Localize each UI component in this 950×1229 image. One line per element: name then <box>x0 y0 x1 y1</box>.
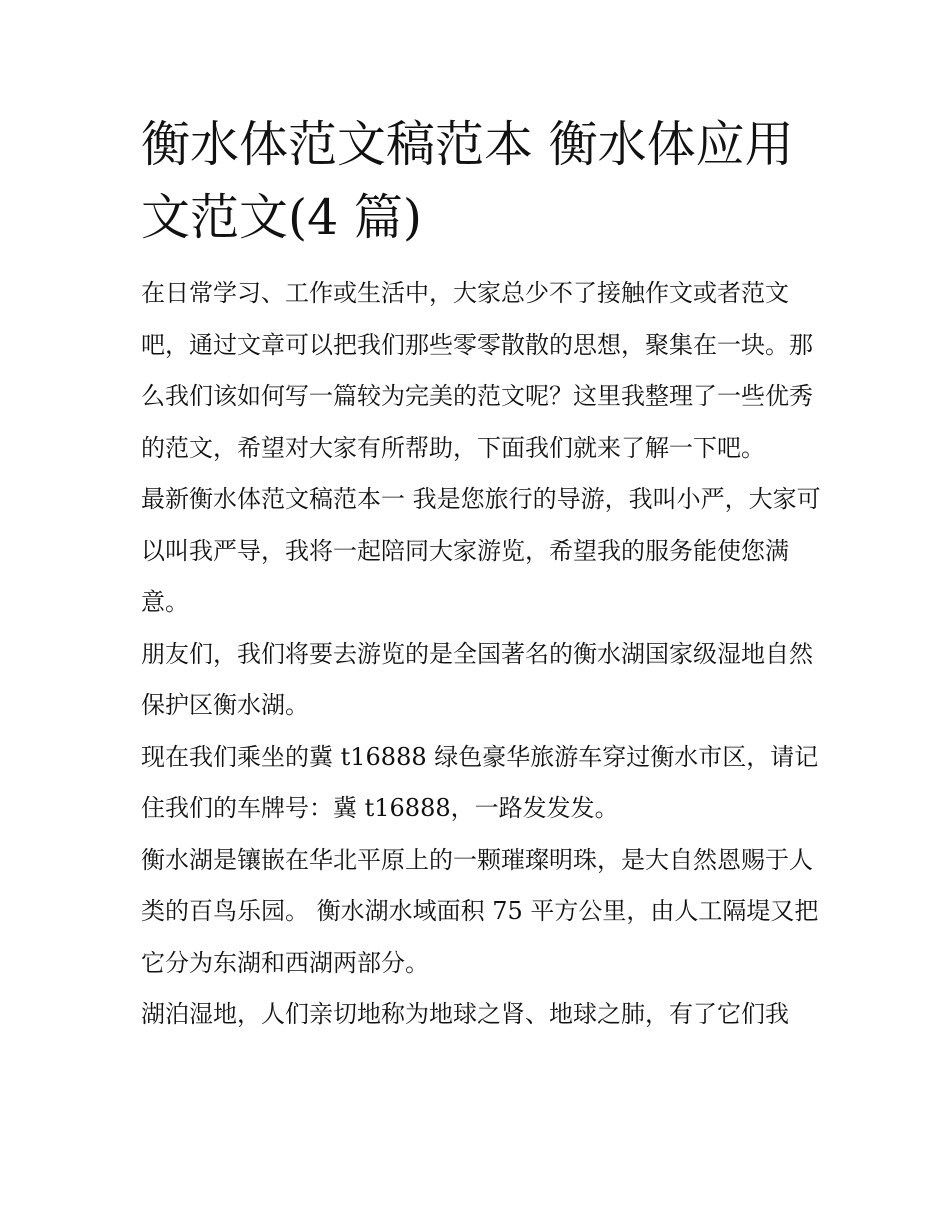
paragraph-destination: 朋友们，我们将要去游览的是全国著名的衡水湖国家级湿地自然保护区衡水湖。 <box>141 639 813 719</box>
paragraph-bus: 现在我们乘坐的冀 t16888 绿色豪华旅游车穿过衡水市区，请记住我们的车牌号：冀 t16888，一路发发发。 <box>141 742 819 822</box>
paragraph-wetland: 湖泊湿地，人们亲切地称为地球之肾、地球之肺，有了它们我 <box>141 1000 789 1028</box>
paragraph-intro: 在日常学习、工作或生活中，大家总少不了接触作文或者范文吧，通过文章可以把我们那些零零散散的思想，聚集在一块。那么我们该如何写一篇较为完美的范文呢？这里我整理了一些优秀的范文，希望对大家有所帮助，下面我们就来了解一下吧。 <box>141 279 813 462</box>
paragraph-lake: 衡水湖是镶嵌在华北平原上的一颗璀璨明珠，是大自然恩赐于人类的百鸟乐园。 衡水湖水域面积 75 平方公里，由人工隔堤又把它分为东湖和西湖两部分。 <box>141 845 819 977</box>
document-content <box>141 108 821 1041</box>
document-body <box>141 268 821 1041</box>
paragraph-guide-intro: 最新衡水体范文稿范本一 我是您旅行的导游，我叫小严，大家可以叫我严导，我将一起陪同大家游览，希望我的服务能使您满意。 <box>141 485 821 616</box>
document-title: 衡水体范文稿范本 衡水体应用文范文(4 篇) <box>141 116 794 246</box>
